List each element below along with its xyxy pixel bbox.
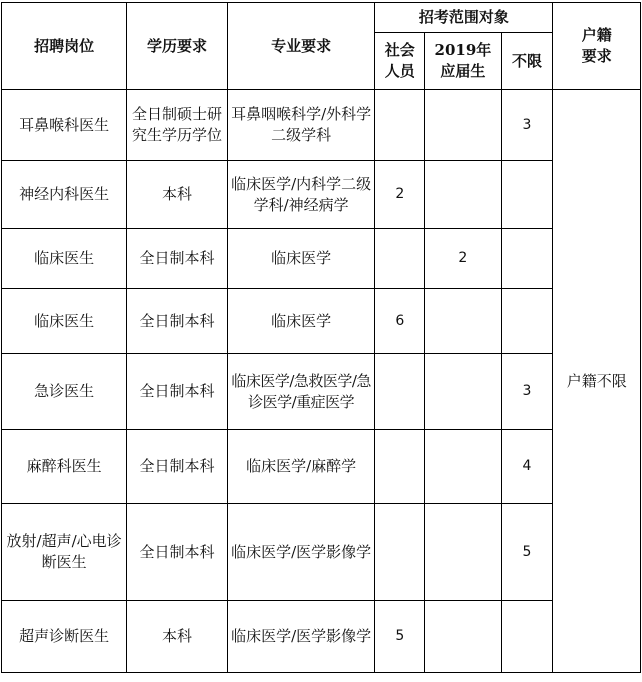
cell-major: 临床医学/急救医学/急诊医学/重症医学: [227, 354, 375, 430]
table-row: [2, 504, 641, 601]
cell-major: 临床医学: [227, 289, 375, 354]
cell-position: 临床医生: [2, 289, 127, 354]
cell-any: [501, 289, 553, 354]
cell-education: 本科: [127, 601, 228, 673]
table-row: [2, 430, 641, 504]
cell-graduate: [425, 354, 501, 430]
cell-graduate: [425, 504, 501, 601]
table-row: [2, 289, 641, 354]
cell-any: 5: [501, 504, 553, 601]
cell-education: 全日制本科: [127, 504, 228, 601]
cell-major: 临床医学/内科学二级学科/神经病学: [227, 161, 375, 229]
cell-any: [501, 161, 553, 229]
header-scope-any: 不限: [501, 33, 553, 90]
cell-position: 超声诊断医生: [2, 601, 127, 673]
header-major: 专业要求: [227, 3, 375, 90]
cell-social: [375, 430, 425, 504]
cell-major: 临床医学/医学影像学: [227, 601, 375, 673]
cell-major: 临床医学/麻醉学: [227, 430, 375, 504]
cell-graduate: [425, 161, 501, 229]
cell-graduate: [425, 289, 501, 354]
header-scope-graduate: 2019年应届生: [425, 33, 501, 90]
cell-education: 全日制硕士研究生学历学位: [127, 90, 228, 161]
cell-graduate: 2: [425, 229, 501, 289]
cell-graduate: [425, 430, 501, 504]
cell-major: 耳鼻咽喉科学/外科学二级学科: [227, 90, 375, 161]
cell-any: [501, 601, 553, 673]
cell-social: 5: [375, 601, 425, 673]
table-row: [2, 161, 641, 229]
cell-major: 临床医学/医学影像学: [227, 504, 375, 601]
cell-position: 放射/超声/心电诊断医生: [2, 504, 127, 601]
table-row: [2, 90, 641, 161]
cell-education: 全日制本科: [127, 229, 228, 289]
cell-any: 4: [501, 430, 553, 504]
cell-position: 临床医生: [2, 229, 127, 289]
cell-graduate: [425, 601, 501, 673]
cell-education: 全日制本科: [127, 430, 228, 504]
cell-position: 急诊医生: [2, 354, 127, 430]
table-row: [2, 229, 641, 289]
cell-education: 全日制本科: [127, 289, 228, 354]
cell-any: 3: [501, 90, 553, 161]
cell-education: 全日制本科: [127, 354, 228, 430]
cell-position: 神经内科医生: [2, 161, 127, 229]
cell-any: 3: [501, 354, 553, 430]
table-row: [2, 601, 641, 673]
cell-graduate: [425, 90, 501, 161]
recruitment-table: [1, 2, 641, 673]
cell-social: [375, 354, 425, 430]
cell-any: [501, 229, 553, 289]
cell-social: 6: [375, 289, 425, 354]
header-scope-group: 招考范围对象: [375, 3, 553, 33]
cell-education: 本科: [127, 161, 228, 229]
cell-major: 临床医学: [227, 229, 375, 289]
header-scope-social: 社会人员: [375, 33, 425, 90]
cell-position: 耳鼻喉科医生: [2, 90, 127, 161]
table-row: [2, 354, 641, 430]
cell-social: 2: [375, 161, 425, 229]
cell-social: [375, 90, 425, 161]
cell-hukou: 户籍不限: [553, 90, 641, 673]
cell-social: [375, 229, 425, 289]
header-position: 招聘岗位: [2, 3, 127, 90]
cell-social: [375, 504, 425, 601]
header-hukou: 户籍要求: [553, 3, 641, 90]
cell-position: 麻醉科医生: [2, 430, 127, 504]
header-education: 学历要求: [127, 3, 228, 90]
